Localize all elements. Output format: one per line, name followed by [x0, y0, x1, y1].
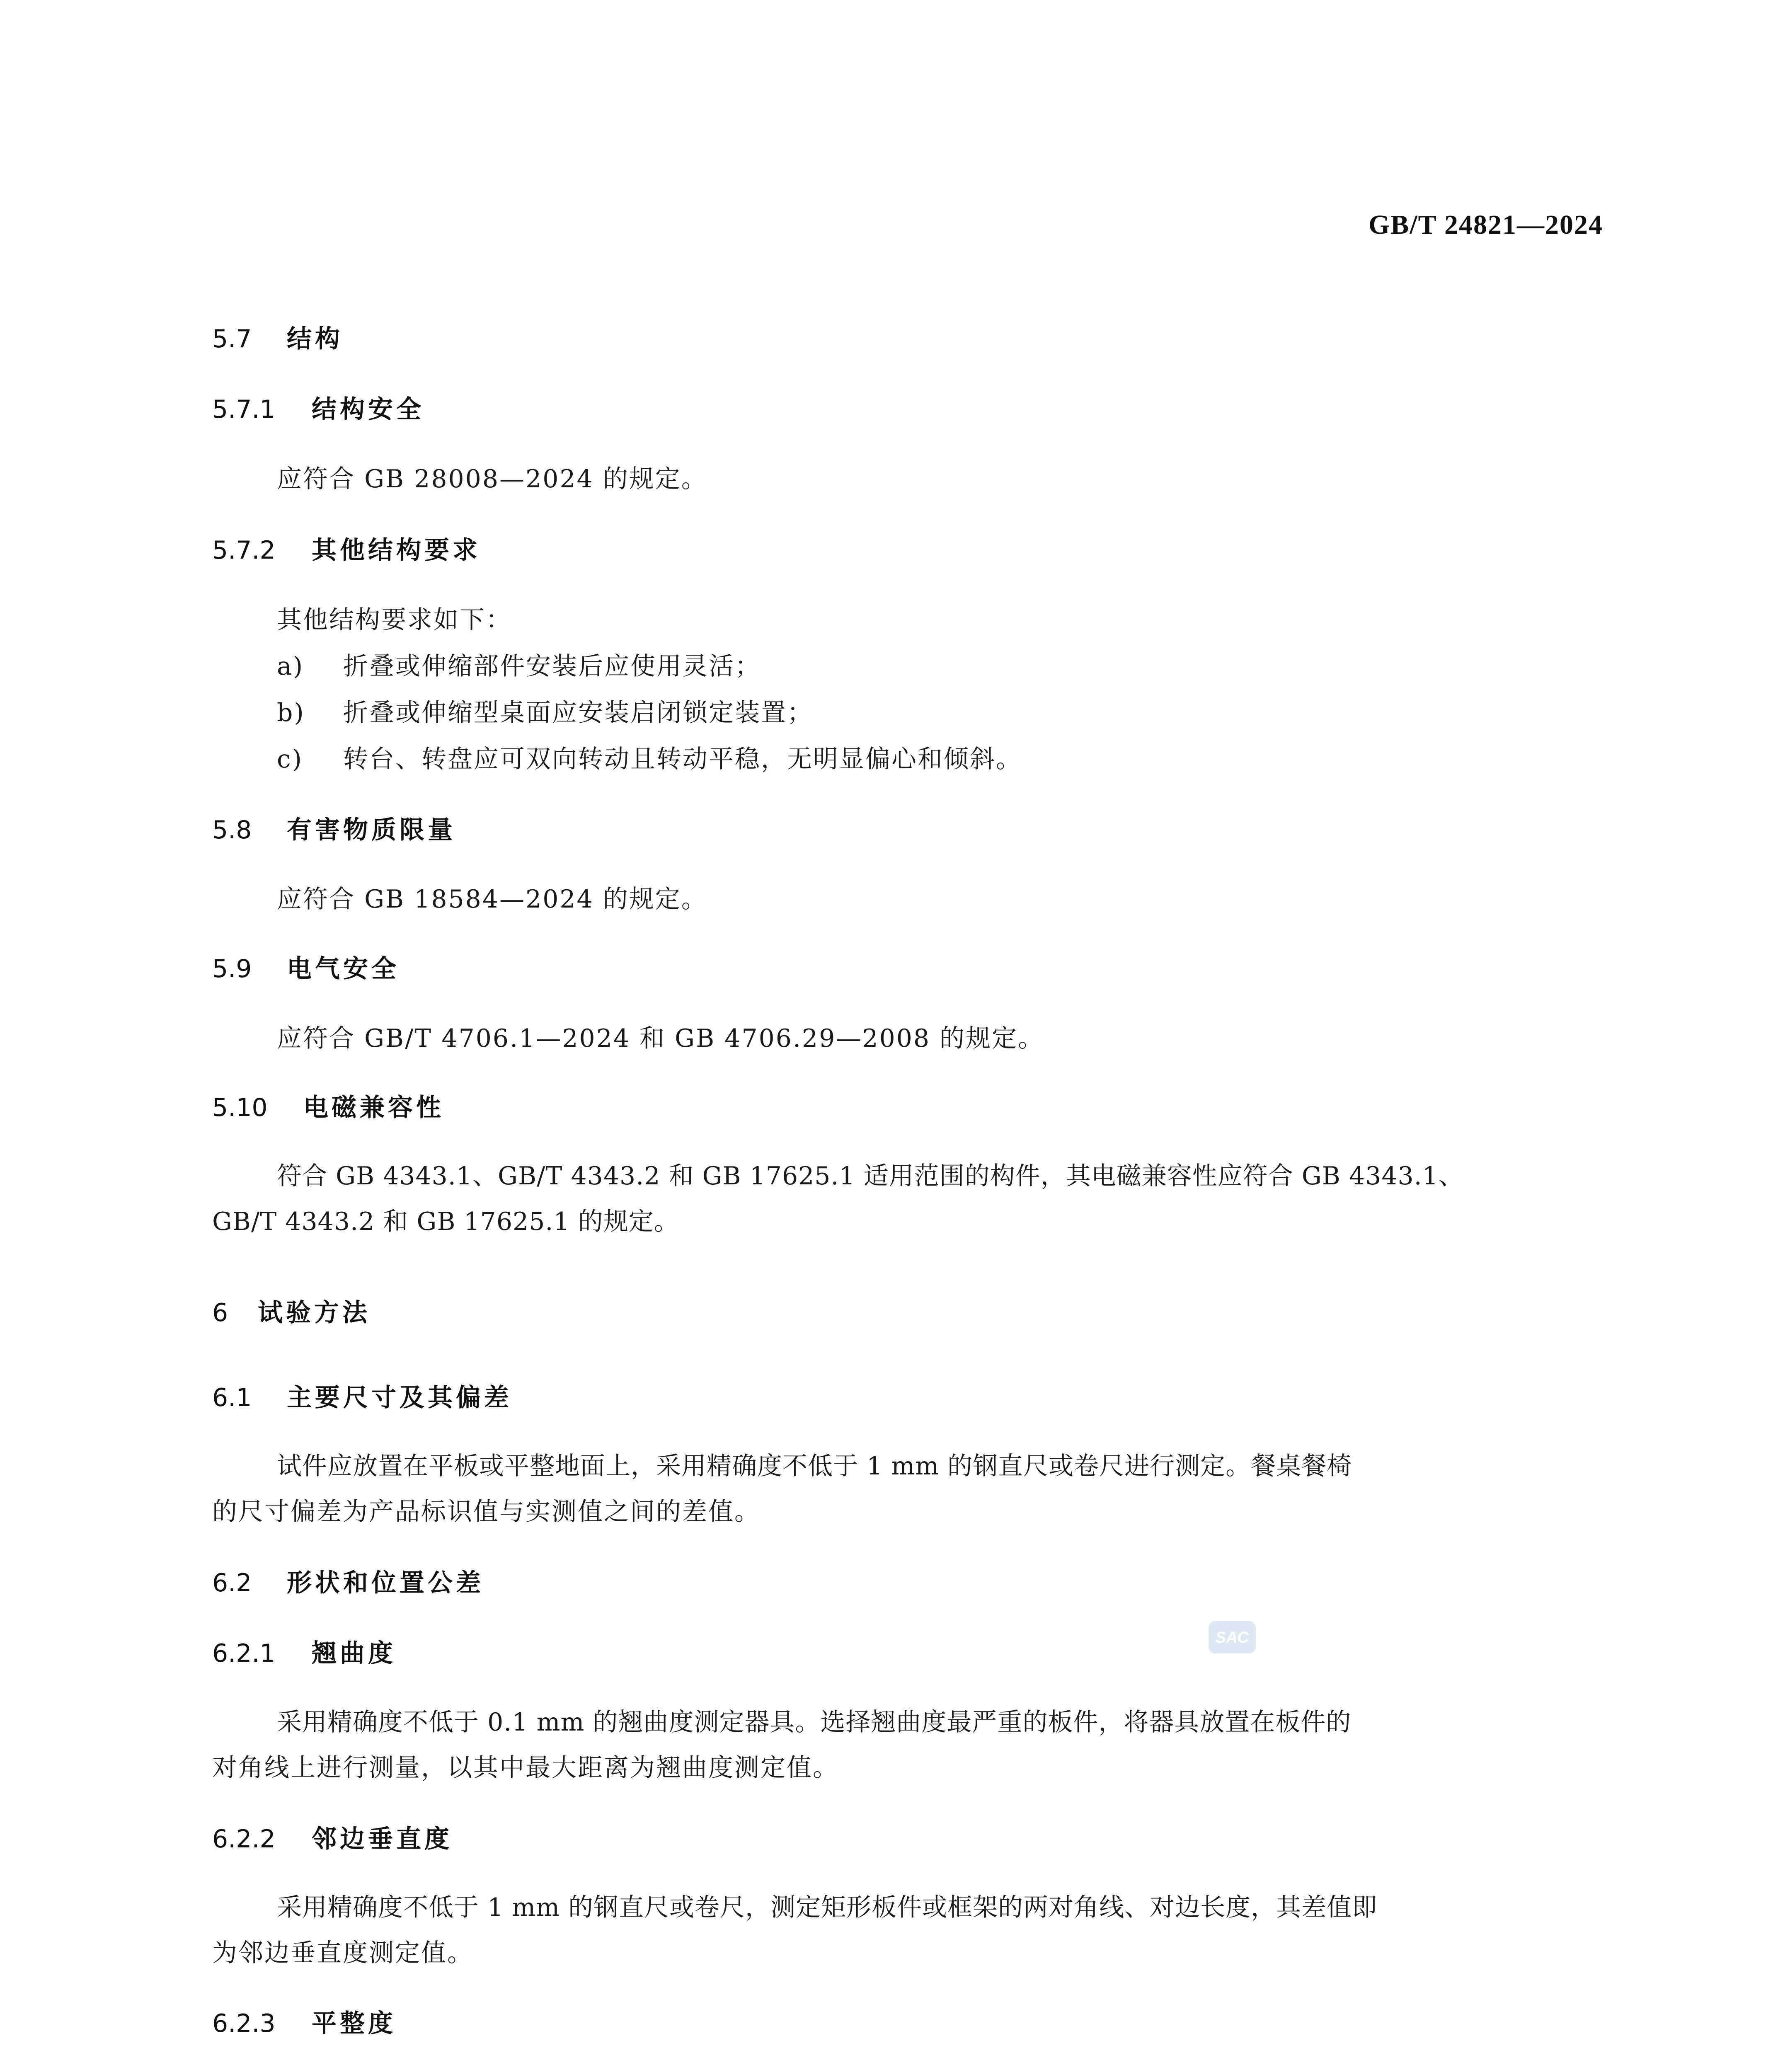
section-number: 5.7.2 — [212, 536, 276, 565]
paragraph-6-2-1-line1: 采用精确度不低于 0.1 mm 的翘曲度测定器具。选择翘曲度最严重的板件，将器具放置在板件的 — [277, 1708, 1352, 1737]
section-title: 有害物质限量 — [287, 816, 456, 845]
section-title: 其他结构要求 — [312, 536, 481, 565]
paragraph-5-10-line1: 符合 GB 4343.1、GB/T 4343.2 和 GB 17625.1 适用范围的构件，其电磁兼容性应符合 GB 4343.1、 — [277, 1162, 1464, 1191]
heading-6-2-2 — [212, 1819, 453, 1855]
paragraph-6-2-1-line2: 对角线上进行测量，以其中最大距离为翘曲度测定值。 — [212, 1753, 839, 1782]
heading-5-7 — [212, 319, 343, 355]
section-number: 5.7 — [212, 324, 252, 353]
paragraph-5-8: 应符合 GB 18584—2024 的规定。 — [277, 885, 707, 914]
section-title: 结构 — [287, 324, 343, 353]
list-item-label: b) — [277, 698, 305, 727]
section-number: 6.2.2 — [212, 1825, 276, 1854]
heading-5-8 — [212, 810, 456, 846]
paragraph-6-1-line2: 的尺寸偏差为产品标识值与实测值之间的差值。 — [212, 1497, 761, 1526]
heading-5-10 — [212, 1088, 444, 1123]
section-title: 邻边垂直度 — [312, 1825, 453, 1854]
heading-6-2-1 — [212, 1634, 396, 1669]
section-number: 5.8 — [212, 816, 252, 845]
section-number: 5.10 — [212, 1093, 268, 1122]
paragraph-5-10-line2: GB/T 4343.2 和 GB 17625.1 的规定。 — [212, 1207, 679, 1236]
list-item-text: 折叠或伸缩部件安装后应使用灵活； — [343, 652, 761, 681]
section-title: 主要尺寸及其偏差 — [287, 1383, 512, 1412]
heading-6-1 — [212, 1378, 512, 1414]
section-title: 结构安全 — [312, 395, 424, 424]
heading-5-7-2 — [212, 530, 481, 566]
paragraph-5-9: 应符合 GB/T 4706.1—2024 和 GB 4706.29—2008 的规定。 — [277, 1024, 1044, 1053]
list-item-text: 转台、转盘应可双向转动且转动平稳，无明显偏心和倾斜。 — [343, 745, 1022, 774]
standard-code: GB/T 24821—2024 — [1368, 210, 1603, 240]
heading-5-9 — [212, 949, 400, 985]
heading-6-2 — [212, 1563, 484, 1599]
section-title: 翘曲度 — [312, 1639, 396, 1668]
heading-6-2-3 — [212, 2004, 396, 2039]
section-number: 5.7.1 — [212, 395, 276, 424]
section-title: 形状和位置公差 — [287, 1569, 484, 1598]
section-title: 电磁兼容性 — [303, 1093, 444, 1122]
list-item-label: a) — [277, 652, 304, 681]
section-number: 6.1 — [212, 1383, 252, 1412]
heading-6 — [212, 1293, 371, 1329]
heading-5-7-1 — [212, 390, 424, 425]
section-title: 平整度 — [312, 2009, 396, 2038]
list-item-label: c) — [277, 745, 303, 774]
section-title: 电气安全 — [287, 954, 400, 983]
paragraph-6-1-line1: 试件应放置在平板或平整地面上，采用精确度不低于 1 mm 的钢直尺或卷尺进行测定。餐桌餐椅 — [277, 1452, 1352, 1481]
list-item — [277, 693, 813, 729]
section-number: 5.9 — [212, 954, 252, 983]
list-item — [277, 646, 761, 682]
list-item — [277, 739, 1022, 775]
paragraph-5-7-2-intro: 其他结构要求如下： — [277, 605, 512, 634]
paragraph-6-2-2-line1: 采用精确度不低于 1 mm 的钢直尺或卷尺，测定矩形板件或框架的两对角线、对边长度，其差值即 — [277, 1893, 1378, 1922]
section-number: 6 — [212, 1298, 228, 1327]
watermark-text: SAC — [1215, 1629, 1249, 1646]
section-number: 6.2.3 — [212, 2009, 276, 2038]
sac-watermark-logo — [1207, 1619, 1257, 1656]
paragraph-6-2-2-line2: 为邻边垂直度测定值。 — [212, 1939, 473, 1968]
paragraph-5-7-1: 应符合 GB 28008—2024 的规定。 — [277, 465, 707, 494]
section-title: 试验方法 — [258, 1298, 371, 1327]
section-number: 6.2.1 — [212, 1639, 276, 1668]
section-number: 6.2 — [212, 1569, 252, 1598]
list-item-text: 折叠或伸缩型桌面应安装启闭锁定装置； — [343, 698, 813, 727]
